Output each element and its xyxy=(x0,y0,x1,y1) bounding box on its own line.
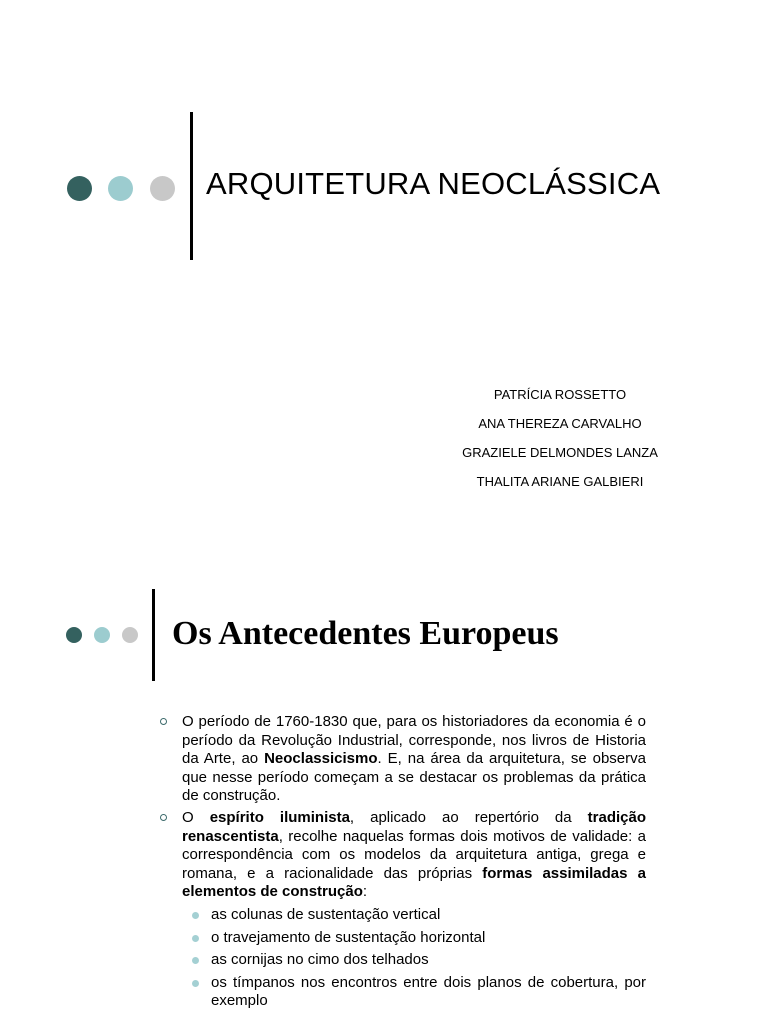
author-name: ANA THEREZA CARVALHO xyxy=(478,416,642,431)
list-item: os tímpanos nos encontros entre dois planos de cobertura, por exemplo xyxy=(189,974,646,1011)
author-name: GRAZIELE DELMONDES LANZA xyxy=(462,445,658,460)
author-name: PATRÍCIA ROSSETTO xyxy=(493,387,627,402)
list-item: as colunas de sustentação vertical xyxy=(189,906,646,925)
bullet-paragraph-2: O espírito iluminista, aplicado ao repertório da tradição renascentista, recolhe naquelas formas dois motivos de validade: a correspondência com os modelos da arquitetura antiga, grega e romana, e a racionalidade das próprias formas assimiladas a elementos de construção: xyxy=(160,809,646,902)
author-name: THALITA ARIANE GALBIERI xyxy=(476,474,644,489)
dot-bullet-icon xyxy=(192,957,199,964)
dot-bullet-icon xyxy=(192,912,199,919)
slide-antecedentes xyxy=(0,560,768,1024)
bold-term: formas assimiladas a elementos de construção xyxy=(182,864,646,901)
bold-term: tradição renascentista xyxy=(182,808,647,845)
slide-body xyxy=(160,713,646,1015)
title-divider-line xyxy=(190,112,193,260)
bullet-paragraph-1: O período de 1760-1830 que, para os historiadores da economia é o período da Revolução Industrial, corresponde, nos livros de Historia da Arte, ao Neoclassicismo. E, na área da arquitetura, se observa que nesse período começam a se destacar os problemas da prática de construção. xyxy=(160,713,646,806)
presentation-title: ARQUITETURA NEOCLÁSSICA xyxy=(206,166,661,201)
decor-dot-gray xyxy=(122,627,138,643)
ring-bullet-icon xyxy=(160,718,167,725)
list-item: o travejamento de sustentação horizontal xyxy=(189,929,646,948)
slide-title-heading: Os Antecedentes Europeus xyxy=(172,615,559,652)
decor-dot-dark xyxy=(66,627,82,643)
decor-dot-gray xyxy=(150,176,175,201)
sub-bullet-list xyxy=(160,906,646,1011)
list-item: as cornijas no cimo dos telhados xyxy=(189,951,646,970)
authors-list xyxy=(455,380,665,496)
decor-dot-teal xyxy=(108,176,133,201)
dot-bullet-icon xyxy=(192,935,199,942)
decor-dot-dark xyxy=(67,176,92,201)
dot-bullet-icon xyxy=(192,980,199,987)
title-divider-line xyxy=(152,589,155,681)
bold-term: espírito iluminista xyxy=(209,808,350,826)
decor-dot-teal xyxy=(94,627,110,643)
ring-bullet-icon xyxy=(160,814,167,821)
bold-term: Neoclassicismo xyxy=(264,750,378,768)
